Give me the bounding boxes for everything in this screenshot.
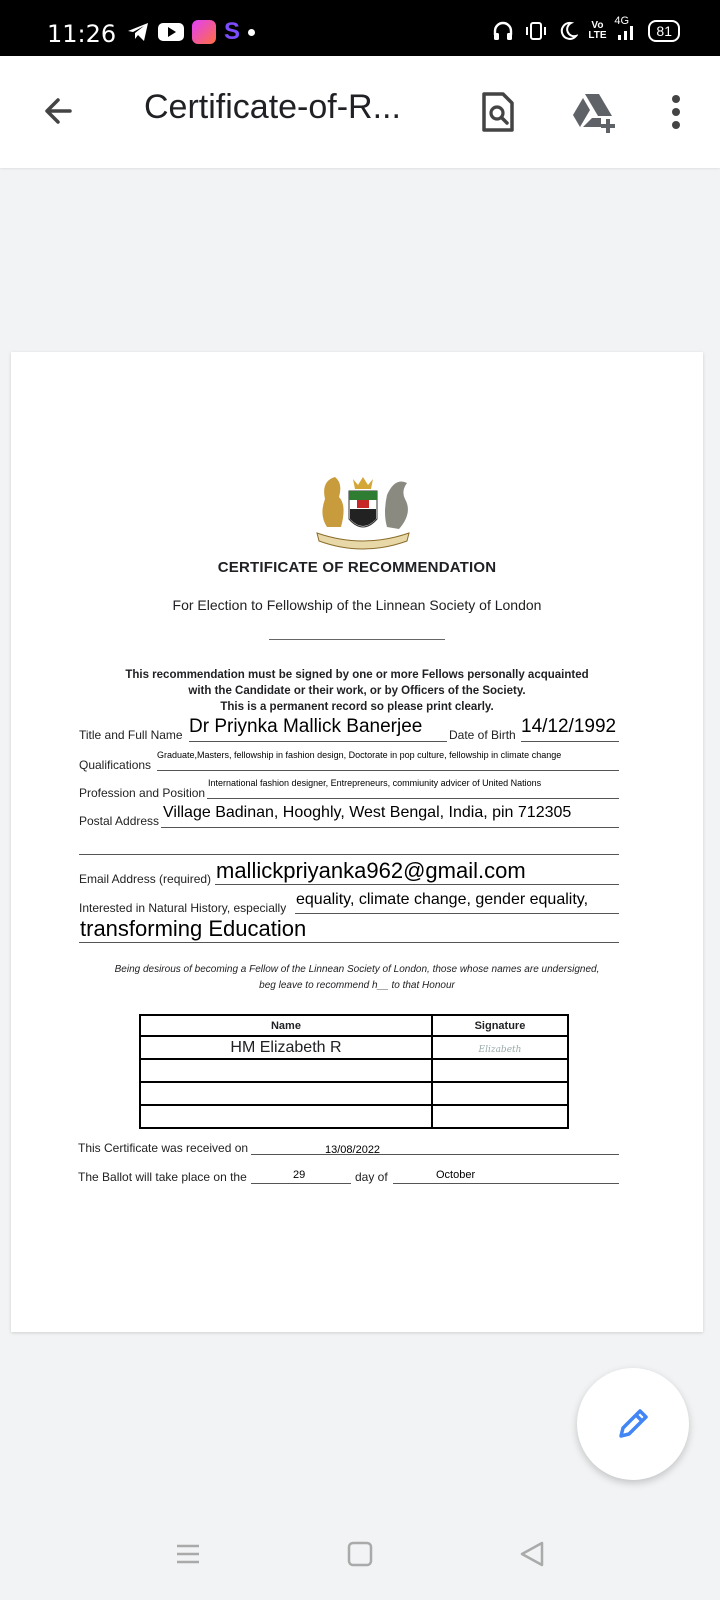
profession-label: Profession and Position: [79, 786, 206, 800]
signatory-name: [140, 1082, 432, 1105]
find-in-page-button[interactable]: [470, 84, 526, 140]
ballot-day-line: [251, 1183, 351, 1184]
email-value: mallickpriyanka962@gmail.com: [216, 858, 526, 883]
signatory-name: [140, 1105, 432, 1128]
interest-value-continued: transforming Education: [80, 916, 307, 941]
document-page: [11, 352, 703, 1332]
recent-apps-button[interactable]: [158, 1524, 218, 1584]
full-name-label: Title and Full Name: [79, 728, 183, 742]
notice-line: This is a permanent record so please print clearly.: [220, 701, 494, 713]
table-row: [140, 1036, 568, 1059]
received-line: [251, 1154, 619, 1155]
back-button[interactable]: [30, 83, 86, 139]
signatories-table: [139, 1014, 569, 1129]
certificate-title: CERTIFICATE OF RECOMMENDATION: [217, 559, 497, 576]
postal-address-label: Postal Address: [79, 814, 160, 828]
qualifications-value: Graduate,Masters, fellowship in fashion design, Doctorate in pop culture, fellowship in climate change: [157, 750, 562, 760]
signatory-signature: [432, 1105, 568, 1128]
signatory-signature: [432, 1059, 568, 1082]
society-coat-of-arms-icon: [303, 469, 423, 553]
column-header-signature: Signature: [432, 1015, 568, 1036]
qualifications-line: [157, 770, 619, 771]
more-options-button[interactable]: [650, 84, 702, 140]
notice-line: with the Candidate or their work, or by Officers of the Society.: [188, 685, 526, 697]
postal-address-line-2: [79, 854, 619, 855]
add-to-drive-icon: [570, 91, 618, 133]
battery-indicator: 81: [648, 20, 680, 42]
signatory-signature: [432, 1082, 568, 1105]
table-row: [140, 1105, 568, 1128]
app-bar: [0, 56, 720, 168]
ballot-month: October: [436, 1169, 476, 1181]
signatory-name: HM Elizabeth R: [140, 1036, 432, 1059]
system-icons: [492, 15, 680, 42]
back-nav-button[interactable]: [502, 1524, 562, 1584]
app-notification-icon: [192, 20, 216, 44]
s-app-icon: S: [224, 18, 241, 45]
postal-address-value: Village Badinan, Hooghly, West Bengal, India, pin 712305: [163, 804, 572, 821]
table-header-row: [140, 1015, 568, 1036]
edit-pencil-icon: [613, 1404, 653, 1444]
signatory-name: [140, 1059, 432, 1082]
more-vert-icon: [670, 94, 682, 130]
interest-line-2: [79, 942, 619, 943]
youtube-icon: [158, 23, 184, 41]
dob-value: 14/12/1992: [521, 716, 617, 737]
profession-line: [207, 798, 619, 799]
email-line: [215, 884, 619, 885]
signature-image: Elizabeth: [478, 1044, 522, 1055]
back-triangle-icon: [519, 1540, 545, 1568]
interest-line: [295, 913, 619, 914]
divider: [269, 639, 445, 640]
arrow-back-icon: [40, 93, 76, 129]
document-title: Certificate-of-R...: [144, 88, 401, 126]
email-label: Email Address (required): [79, 872, 212, 886]
dob-label: Date of Birth: [449, 728, 516, 742]
ballot-day-of-label: day of: [355, 1170, 388, 1184]
home-square-icon: [347, 1541, 373, 1567]
telegram-icon: [126, 21, 150, 43]
find-in-page-icon: [481, 91, 515, 133]
interest-value: equality, climate change, gender equality,: [296, 891, 589, 908]
menu-lines-icon: [175, 1541, 201, 1567]
more-notifications-dot-icon: [248, 29, 255, 36]
signatory-signature: [432, 1036, 568, 1059]
qualifications-label: Qualifications: [79, 758, 152, 772]
table-row: [140, 1059, 568, 1082]
ballot-label: The Ballot will take place on the: [78, 1170, 247, 1184]
recommendation-statement: [11, 962, 703, 994]
notification-icons: [126, 20, 255, 44]
system-nav-bar: [0, 1524, 720, 1584]
postal-address-line: [161, 827, 619, 828]
table-row: [140, 1082, 568, 1105]
statement-line: beg leave to recommend h__ to that Honour: [259, 980, 455, 991]
volte-icon: Vo LTE: [588, 20, 607, 41]
statement-line: Being desirous of becoming a Fellow of the Linnean Society of London, those whose names are undersigned,: [114, 964, 600, 975]
signal-icon: 4G: [616, 21, 638, 41]
full-name-line: [189, 741, 447, 742]
received-date: 13/08/2022: [325, 1144, 381, 1156]
headphones-icon: [492, 21, 514, 41]
full-name-value: Dr Priynka Mallick Banerjee: [189, 716, 423, 737]
column-header-name: Name: [140, 1015, 432, 1036]
notice-line: This recommendation must be signed by one or more Fellows personally acquainted: [125, 669, 589, 681]
ballot-day: 29: [293, 1169, 306, 1181]
ballot-month-line: [393, 1183, 619, 1184]
edit-fab-button[interactable]: [577, 1368, 689, 1480]
vibrate-icon: [524, 21, 548, 41]
status-bar: [0, 0, 720, 56]
certificate-subtitle: For Election to Fellowship of the Linnean Society of London: [172, 597, 542, 613]
home-button[interactable]: [330, 1524, 390, 1584]
received-label: This Certificate was received on: [78, 1141, 249, 1155]
interest-label: Interested in Natural History, especially: [79, 901, 287, 915]
profession-value: International fashion designer, Entrepreneurs, commiunity advicer of United Nations: [208, 778, 542, 788]
add-to-drive-button[interactable]: [566, 84, 622, 140]
dob-line: [521, 741, 619, 742]
status-time: 11:26: [47, 20, 117, 48]
do-not-disturb-moon-icon: [558, 21, 578, 41]
instructions-notice: [11, 667, 703, 715]
